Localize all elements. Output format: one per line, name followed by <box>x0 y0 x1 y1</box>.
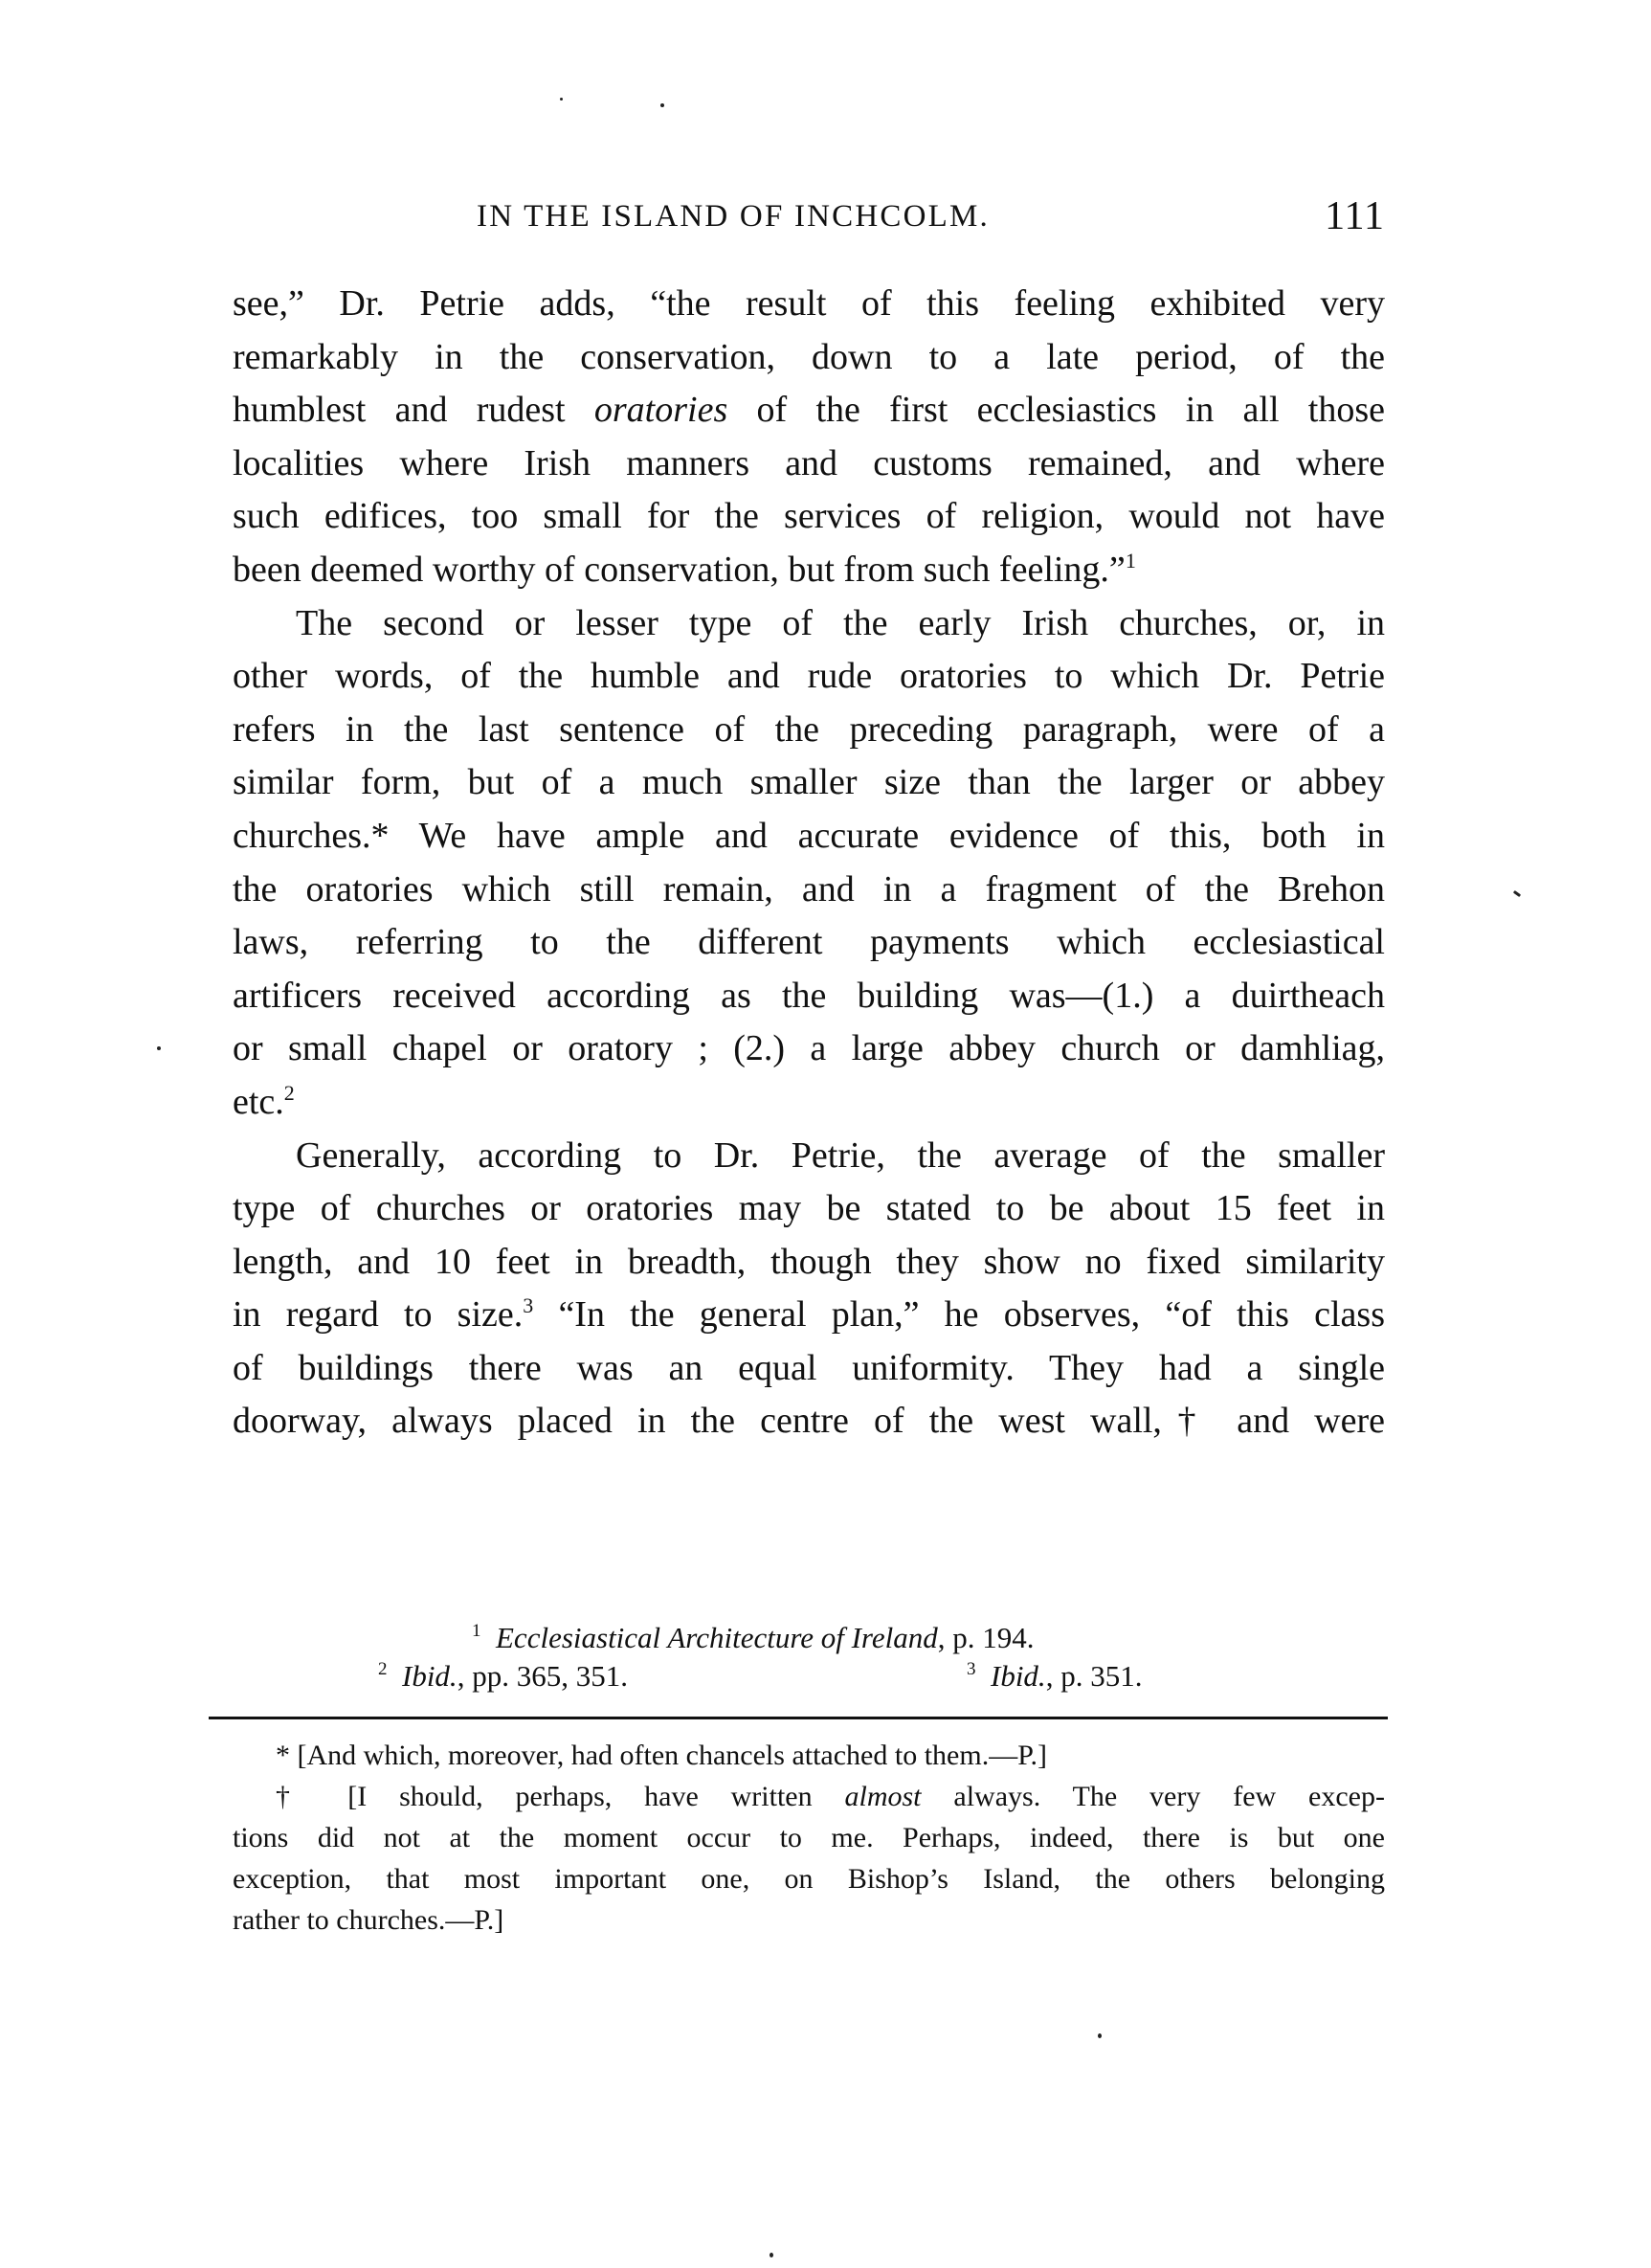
text-run: in regard to size. <box>233 1294 524 1336</box>
text-line: see,” Dr. Petrie adds, “the result of this feeling exhibited very <box>233 283 1385 324</box>
text-run: humblest and rudest <box>233 390 594 431</box>
asterisk-note: * [And which, moreover, had often chancels attached to them.—P.] <box>276 1740 1048 1771</box>
print-speck <box>157 1046 161 1050</box>
text-line <box>233 1289 1385 1342</box>
text-line: or small chapel or oratory ; (2.) a large abbey church or damhliag, <box>233 1028 1385 1069</box>
text-line: remarkably in the conservation, down to a late period, of the <box>233 336 1385 377</box>
print-speck <box>1513 890 1521 897</box>
text-line: the oratories which still remain, and in a fragment of the Brehon <box>233 868 1385 909</box>
italic-term-almost: almost <box>844 1781 922 1812</box>
text-line: other words, of the humble and rude oratories to which Dr. Petrie <box>233 656 1385 697</box>
print-speck <box>1098 2033 1102 2038</box>
text-line <box>233 544 1385 597</box>
dagger-note-line: tions did not at the moment occur to me. Perhaps, indeed, there is but one <box>233 1822 1385 1853</box>
citation-title: Ibid. <box>402 1659 457 1693</box>
citation-marker: 2 <box>378 1659 388 1679</box>
body-text <box>233 278 1385 1448</box>
editor-notes <box>233 1735 1385 1941</box>
citation-2 <box>378 1656 628 1696</box>
text-line: of buildings there was an equal uniformity. They had a single <box>233 1347 1385 1388</box>
citation-3 <box>967 1656 1142 1696</box>
text-run: of the first ecclesiastics in all those <box>727 390 1385 431</box>
citation-page: , p. 194. <box>937 1621 1035 1654</box>
dagger-note-line: rather to churches.—P.] <box>233 1904 504 1936</box>
text-line: doorway, always placed in the centre of the west wall,† and were <box>233 1401 1385 1442</box>
citation-marker: 3 <box>967 1659 976 1679</box>
citation-title: Ibid. <box>991 1659 1046 1693</box>
footnote-ref-2[interactable]: 2 <box>283 1080 295 1105</box>
text-run: etc. <box>233 1081 284 1122</box>
text-line <box>233 384 1385 438</box>
paragraph-1 <box>233 278 1385 597</box>
text-run: always. The very few excep- <box>921 1781 1385 1812</box>
text-line: laws, referring to the different payments which ecclesiastical <box>233 922 1385 963</box>
italic-term-oratories: oratories <box>593 390 728 431</box>
text-run: † [I should, perhaps, have written <box>276 1781 845 1812</box>
text-line: artificers received according as the building was—(1.) a duirtheach <box>233 975 1385 1016</box>
text-line: refers in the last sentence of the preceding paragraph, were of a <box>233 708 1385 750</box>
print-speck <box>560 98 563 101</box>
paragraph-3 <box>233 1130 1385 1449</box>
citation-title: Ecclesiastical Architecture of Ireland <box>496 1621 938 1654</box>
text-line: localities where Irish manners and customs remained, and where <box>233 442 1385 483</box>
footnote-ref-1[interactable]: 1 <box>1125 548 1136 573</box>
text-run: “In the general plan,” he observes, “of this class <box>533 1294 1385 1336</box>
footnote-rule <box>209 1717 1388 1719</box>
print-speck <box>660 103 664 107</box>
citation-page: , p. 351. <box>1045 1659 1143 1693</box>
text-line <box>233 1076 1385 1130</box>
print-speck <box>770 2253 773 2257</box>
paragraph-2 <box>233 597 1385 1130</box>
citation-marker: 1 <box>472 1621 481 1641</box>
text-line: length, and 10 feet in breadth, though they show no fixed similarity <box>233 1241 1385 1282</box>
running-head-title: IN THE ISLAND OF INCHCOLM. <box>477 199 991 234</box>
dagger-note-line <box>233 1776 1385 1817</box>
text-run: been deemed worthy of conservation, but from such feeling.” <box>233 549 1126 590</box>
text-line: type of churches or oratories may be stated to be about 15 feet in <box>233 1188 1385 1229</box>
page-number: 111 <box>1325 194 1385 238</box>
dagger-note-line: exception, that most important one, on Bishop’s Island, the others belonging <box>233 1863 1385 1895</box>
citation-1 <box>472 1618 1034 1658</box>
text-line: The second or lesser type of the early Irish churches, or, in <box>296 602 1385 643</box>
citation-page: , pp. 365, 351. <box>457 1659 628 1693</box>
text-line: churches.* We have ample and accurate evidence of this, both in <box>233 815 1385 856</box>
running-head <box>233 188 1385 245</box>
text-line: such edifices, too small for the services of religion, would not have <box>233 496 1385 537</box>
footnote-ref-3[interactable]: 3 <box>523 1293 534 1318</box>
text-line: similar form, but of a much smaller size than the larger or abbey <box>233 762 1385 803</box>
text-line: Generally, according to Dr. Petrie, the average of the smaller <box>296 1134 1385 1176</box>
